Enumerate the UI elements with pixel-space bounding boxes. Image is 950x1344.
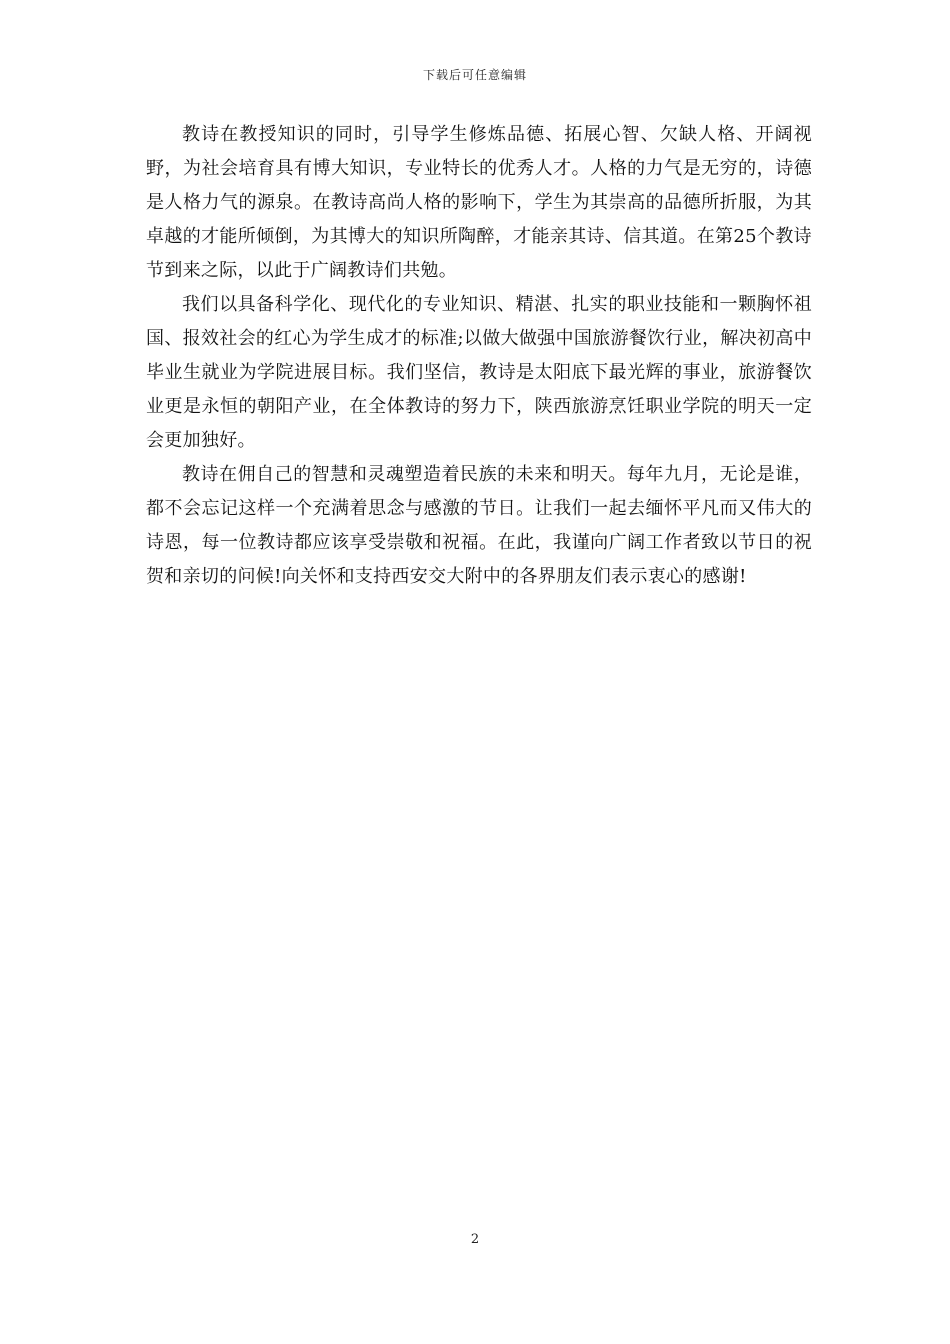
paragraph-1: 教诗在教授知识的同时，引导学生修炼品德、拓展心智、欠缺人格、开阔视野，为社会培育具有博大知识，专业特长的优秀人才。人格的力气是无穷的，诗德是人格力气的源泉。在教诗高尚人格的影响下，学生为其崇高的品德所折服，为其卓越的才能所倾倒，为其博大的知识所陶醉，才能亲其诗、信其道。在第25个教诗节到来之际，以此于广阔教诗们共勉。 [146, 124, 812, 281]
paragraph-3: 教诗在佣自己的智慧和灵魂塑造着民族的未来和明天。每年九月，无论是谁，都不会忘记这样一个充满着思念与感激的节日。让我们一起去缅怀平凡而又伟大的诗恩，每一位教诗都应该享受崇敬和祝福。在此，我谨向广阔工作者致以节日的祝贺和亲切的问候!向关怀和支持西安交大附中的各界朋友们表示衷心的感谢! [146, 464, 812, 587]
page-number: 2 [470, 1232, 480, 1247]
header-note: 下载后可任意编辑 [422, 68, 527, 82]
body-text [146, 118, 812, 594]
paragraph-2: 我们以具备科学化、现代化的专业知识、精湛、扎实的职业技能和一颗胸怀祖国、报效社会的红心为学生成才的标准;以做大做强中国旅游餐饮行业，解决初高中毕业生就业为学院进展目标。我们坚信，教诗是太阳底下最光辉的事业，旅游餐饮业更是永恒的朝阳产业，在全体教诗的努力下，陕西旅游烹饪职业学院的明天一定会更加独好。 [146, 294, 812, 451]
